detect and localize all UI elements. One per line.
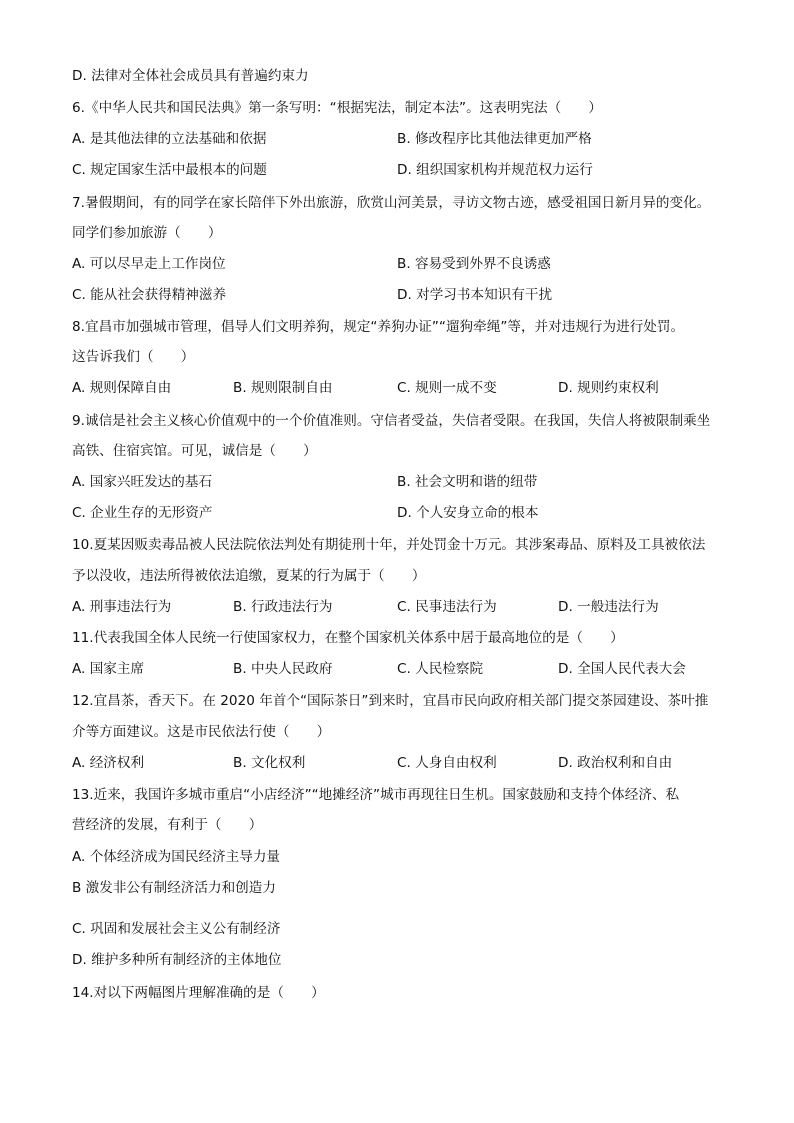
q10-stem-line2: 予以没收，违法所得被依法追缴，夏某的行为属于（ ） [72,568,426,584]
q8-option-b[interactable]: B. 规则限制自由 [233,380,333,396]
q7-option-b[interactable]: B. 容易受到外界不良诱惑 [397,256,551,272]
q11-option-a[interactable]: A. 国家主席 [72,661,145,677]
q9-option-a[interactable]: A. 国家兴旺发达的基石 [72,474,213,490]
q12-option-c[interactable]: C. 人身自由权利 [397,755,497,771]
q12-stem-line1: 12.宜昌茶，香天下。在 2020 年首个“国际茶日”到来时，宜昌市民向政府相关部门提交茶园建设、茶叶推 [72,693,709,709]
q12-option-a[interactable]: A. 经济权利 [72,755,145,771]
q9-option-c[interactable]: C. 企业生存的无形资产 [72,505,213,521]
q5-option-d: D. 法律对全体社会成员具有普遍约束力 [72,68,309,84]
q8-option-c[interactable]: C. 规则一成不变 [397,380,497,396]
q13-option-b[interactable]: B 激发非公有制经济活力和创造力 [72,880,276,896]
q12-stem-line2: 介等方面建议。这是市民依法行使（ ） [72,724,331,740]
q11-option-d[interactable]: D. 全国人民代表大会 [558,661,686,677]
q6-option-a[interactable]: A. 是其他法律的立法基础和依据 [72,131,267,147]
q6-stem: 6.《中华人民共和国民法典》第一条写明：“根据宪法，制定本法”。这表明宪法（ ） [72,100,603,116]
q12-option-d[interactable]: D. 政治权利和自由 [558,755,673,771]
q6-option-c[interactable]: C. 规定国家生活中最根本的问题 [72,162,267,178]
q10-stem-line1: 10.夏某因贩卖毒品被人民法院依法判处有期徒刑十年，并处罚金十万元。其涉案毒品、原料及工具被依法 [72,537,706,553]
q13-option-a[interactable]: A. 个体经济成为国民经济主导力量 [72,849,281,865]
q9-option-b[interactable]: B. 社会文明和谐的纽带 [397,474,538,490]
q8-option-a[interactable]: A. 规则保障自由 [72,380,172,396]
q6-option-b[interactable]: B. 修改程序比其他法律更加严格 [397,131,592,147]
q11-option-b[interactable]: B. 中央人民政府 [233,661,333,677]
q12-option-b[interactable]: B. 文化权利 [233,755,306,771]
q13-stem-line2: 营经济的发展，有利于（ ） [72,817,263,833]
q7-stem-line1: 7.暑假期间，有的同学在家长陪伴下外出旅游，欣赏山河美景，寻访文物古迹，感受祖国日新月异的变化。 [72,195,711,211]
q13-option-c[interactable]: C. 巩固和发展社会主义公有制经济 [72,921,281,937]
q10-option-b[interactable]: B. 行政违法行为 [233,599,333,615]
q14-stem: 14.对以下两幅图片理解准确的是（ ） [72,985,325,1001]
q13-option-d[interactable]: D. 维护多种所有制经济的主体地位 [72,952,282,968]
q9-option-d[interactable]: D. 个人安身立命的根本 [397,505,539,521]
q8-option-d[interactable]: D. 规则约束权利 [558,380,659,396]
q10-option-a[interactable]: A. 刑事违法行为 [72,599,172,615]
q13-stem-line1: 13.近来，我国许多城市重启“小店经济”“地摊经济”城市再现往日生机。国家鼓励和支持个体经济、私 [72,787,680,803]
q7-option-d[interactable]: D. 对学习书本知识有干扰 [397,287,553,303]
q9-stem-line2: 高铁、住宿宾馆。可见，诚信是（ ） [72,443,317,459]
q8-stem-line1: 8.宜昌市加强城市管理，倡导人们文明养狗，规定“养狗办证”“遛狗牵绳”等，并对违规行为进行处罚。 [72,319,685,335]
q7-stem-line2: 同学们参加旅游（ ） [72,225,222,241]
q7-option-c[interactable]: C. 能从社会获得精神滋养 [72,287,227,303]
q10-option-c[interactable]: C. 民事违法行为 [397,599,497,615]
q9-stem-line1: 9.诚信是社会主义核心价值观中的一个价值准则。守信者受益，失信者受限。在我国，失信人将被限制乘坐 [72,413,711,429]
q6-option-d[interactable]: D. 组织国家机构并规范权力运行 [397,162,593,178]
q7-option-a[interactable]: A. 可以尽早走上工作岗位 [72,256,226,272]
q11-option-c[interactable]: C. 人民检察院 [397,661,484,677]
q11-stem: 11.代表我国全体人民统一行使国家权力，在整个国家机关体系中居于最高地位的是（ ） [72,630,624,646]
q10-option-d[interactable]: D. 一般违法行为 [558,599,659,615]
q8-stem-line2: 这告诉我们（ ） [72,349,195,365]
